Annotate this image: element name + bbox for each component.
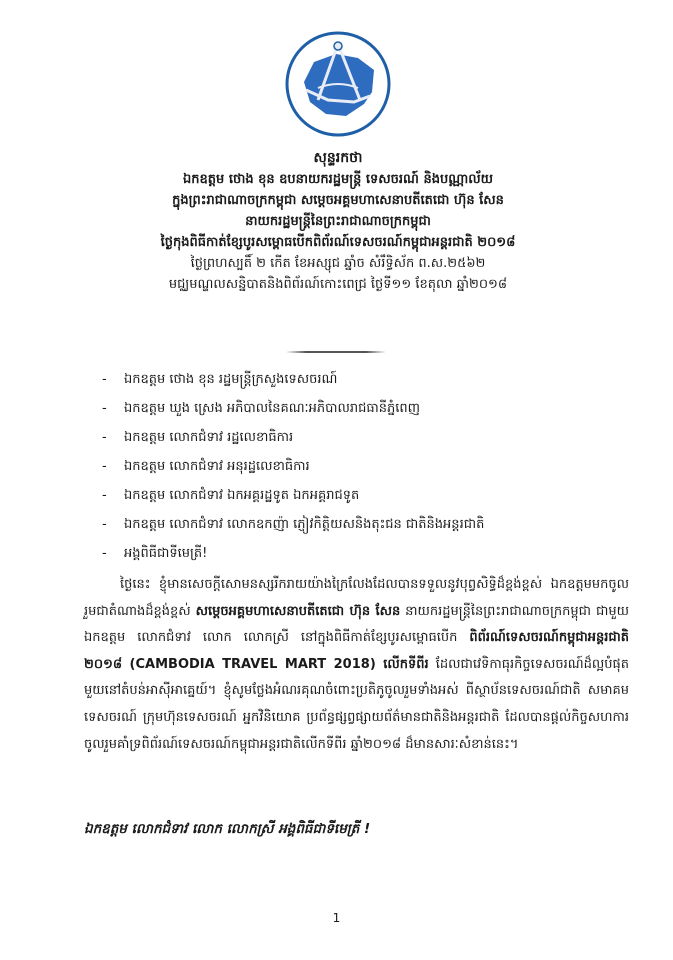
salutation-item: - ឯកឧត្តម ថោង ខុន រដ្ឋមន្ត្រីក្រសួងទេសចរណ៍: [102, 372, 338, 387]
salutation-item: - អង្គពិធីជាទីមេត្រី!: [102, 546, 208, 561]
honoree-name: សម្តេចអគ្គមហាសេនាបតីតេជោ ហ៊ុន សែន: [195, 603, 401, 619]
event-name: ពិព័រណ៍ទេសចរណ៍កម្ពុជាអន្តរជាតិ ២០១៨ (CAMBODIA TRAVEL MART 2018) លើកទីពីរ: [84, 630, 629, 672]
salutation-item: - ឯកឧត្តម លោកជំទាវ លោកឧកញ៉ា ភ្ញៀវកិត្តិយសនិងតុះជន ជាតិនិងអន្តរជាតិ: [102, 517, 485, 532]
speaker-line: ឯកឧត្តម ថោង ខុន ឧបនាយករដ្ឋមន្ត្រី ទេសចរណ៍ និងបណ្ណាល័យ: [183, 172, 493, 187]
speech-title: សុន្ទរកថា: [313, 150, 363, 166]
event-line: ថ្ងៃកុងពិធីកាត់ខ្សែបូរសម្ពោធបើកពិព័រណ៍ទេសចរណ៍កម្ពុជាអន្តរជាតិ ២០១៨: [160, 235, 516, 250]
ornament-divider: [286, 351, 386, 353]
representative-line: ក្នុងព្រះរាជាណាចក្រកម្ពុជា សម្តេចអគ្គមហាសេនាបតីតេជោ ហ៊ុន សែន: [172, 193, 504, 208]
closing-salutation: ឯកឧត្តម លោកជំទាវ លោក លោកស្រី អង្គពិធីជាទីមេត្រី !: [84, 821, 371, 837]
cambodia-map-compass-emblem-icon: [284, 30, 392, 138]
salutation-item: - ឯកឧត្តម លោកជំទាវ ឯកអគ្គរដ្ឋទូត ឯកអគ្គរាជទូត: [102, 488, 360, 503]
salutation-item: - ឯកឧត្តម លោកជំទាវ អនុរដ្ឋលេខាធិការ: [102, 459, 310, 474]
lunar-date-line: ថ្ងៃព្រហស្បតិ៍ ២ កើត ខែអស្សុជ ឆ្នាំច សំរឹទ្ធិស័ក ព.ស.២៥៦២: [190, 256, 486, 271]
speech-header: [40, 148, 636, 295]
prime-minister-line: នាយករដ្ឋមន្ត្រីនៃព្រះរាជាណាចក្រកម្ពុជា: [245, 214, 431, 229]
page-number: 1: [332, 911, 341, 925]
speech-body-paragraph: ថ្ងៃនេះ ខ្ញុំមានសេចក្តីសោមនស្សរីករាយយ៉ាងក្រៃលែងដែលបានទទួលនូវបុព្វសិទ្ធិដ៏ខ្ពង់ខ្ពស់ ឯកឧត្តមមកចូលរួមជាតំណាងដ៏ខ្ពង់ខ្ពស់ សម្តេចអគ្គមហាសេនាបតីតេជោ ហ៊ុន សែន នាយករដ្ឋមន្ត្រីនៃព្រះរាជាណាចក្រកម្ពុជា ជាមួយឯកឧត្តម លោកជំទាវ លោក លោកស្រី នៅក្នុងពិធីកាត់ខ្សែបូរសម្ពោធបើក ពិព័រណ៍ទេសចរណ៍កម្ពុជាអន្តរជាតិ ២០១៨ (CAMBODIA TRAVEL MART 2018) លើកទីពីរ ដែលជាវេទិកាធុរកិច្ចទេសចរណ៍ដ៏ល្អបំផុតមួយនៅតំបន់អាស៊ីអាគ្នេយ៍។ ខ្ញុំសូមថ្លែងអំណរគុណចំពោះប្រតិភូចូលរួមទាំងអស់ ពីស្ថាប័នទេសចរណ៍ជាតិ សមាគមទេសចរណ៍ ក្រុមហ៊ុនទេសចរណ៍ អ្នកវិនិយោគ ប្រព័ន្ធផ្សព្វផ្សាយព័ត៌មានជាតិនិងអន្តរជាតិ ដែលបានផ្តល់កិច្ចសហការចូលរួមគាំទ្រពិព័រណ៍ទេសចរណ៍កម្ពុជាអន្តរជាតិលើកទីពីរ ឆ្នាំ២០១៨ ដ៏មានសារៈសំខាន់នេះ។: [84, 577, 629, 752]
salutation-item: - ឯកឧត្តម លោកជំទាវ រដ្ឋលេខាធិការ: [102, 430, 294, 445]
salutation-item: - ឯកឧត្តម ឃួង ស្រេង អភិបាលនៃគណៈអភិបាលរាជធានីភ្នំពេញ: [102, 401, 421, 416]
venue-date-line: មជ្ឈមណ្ឌលសន្និបាតនិងពិព័រណ៍កោះពេជ្រ ថ្ងៃទី១១ ខែតុលា ឆ្នាំ២០១៨: [168, 277, 508, 292]
salutation-list: [102, 365, 622, 568]
